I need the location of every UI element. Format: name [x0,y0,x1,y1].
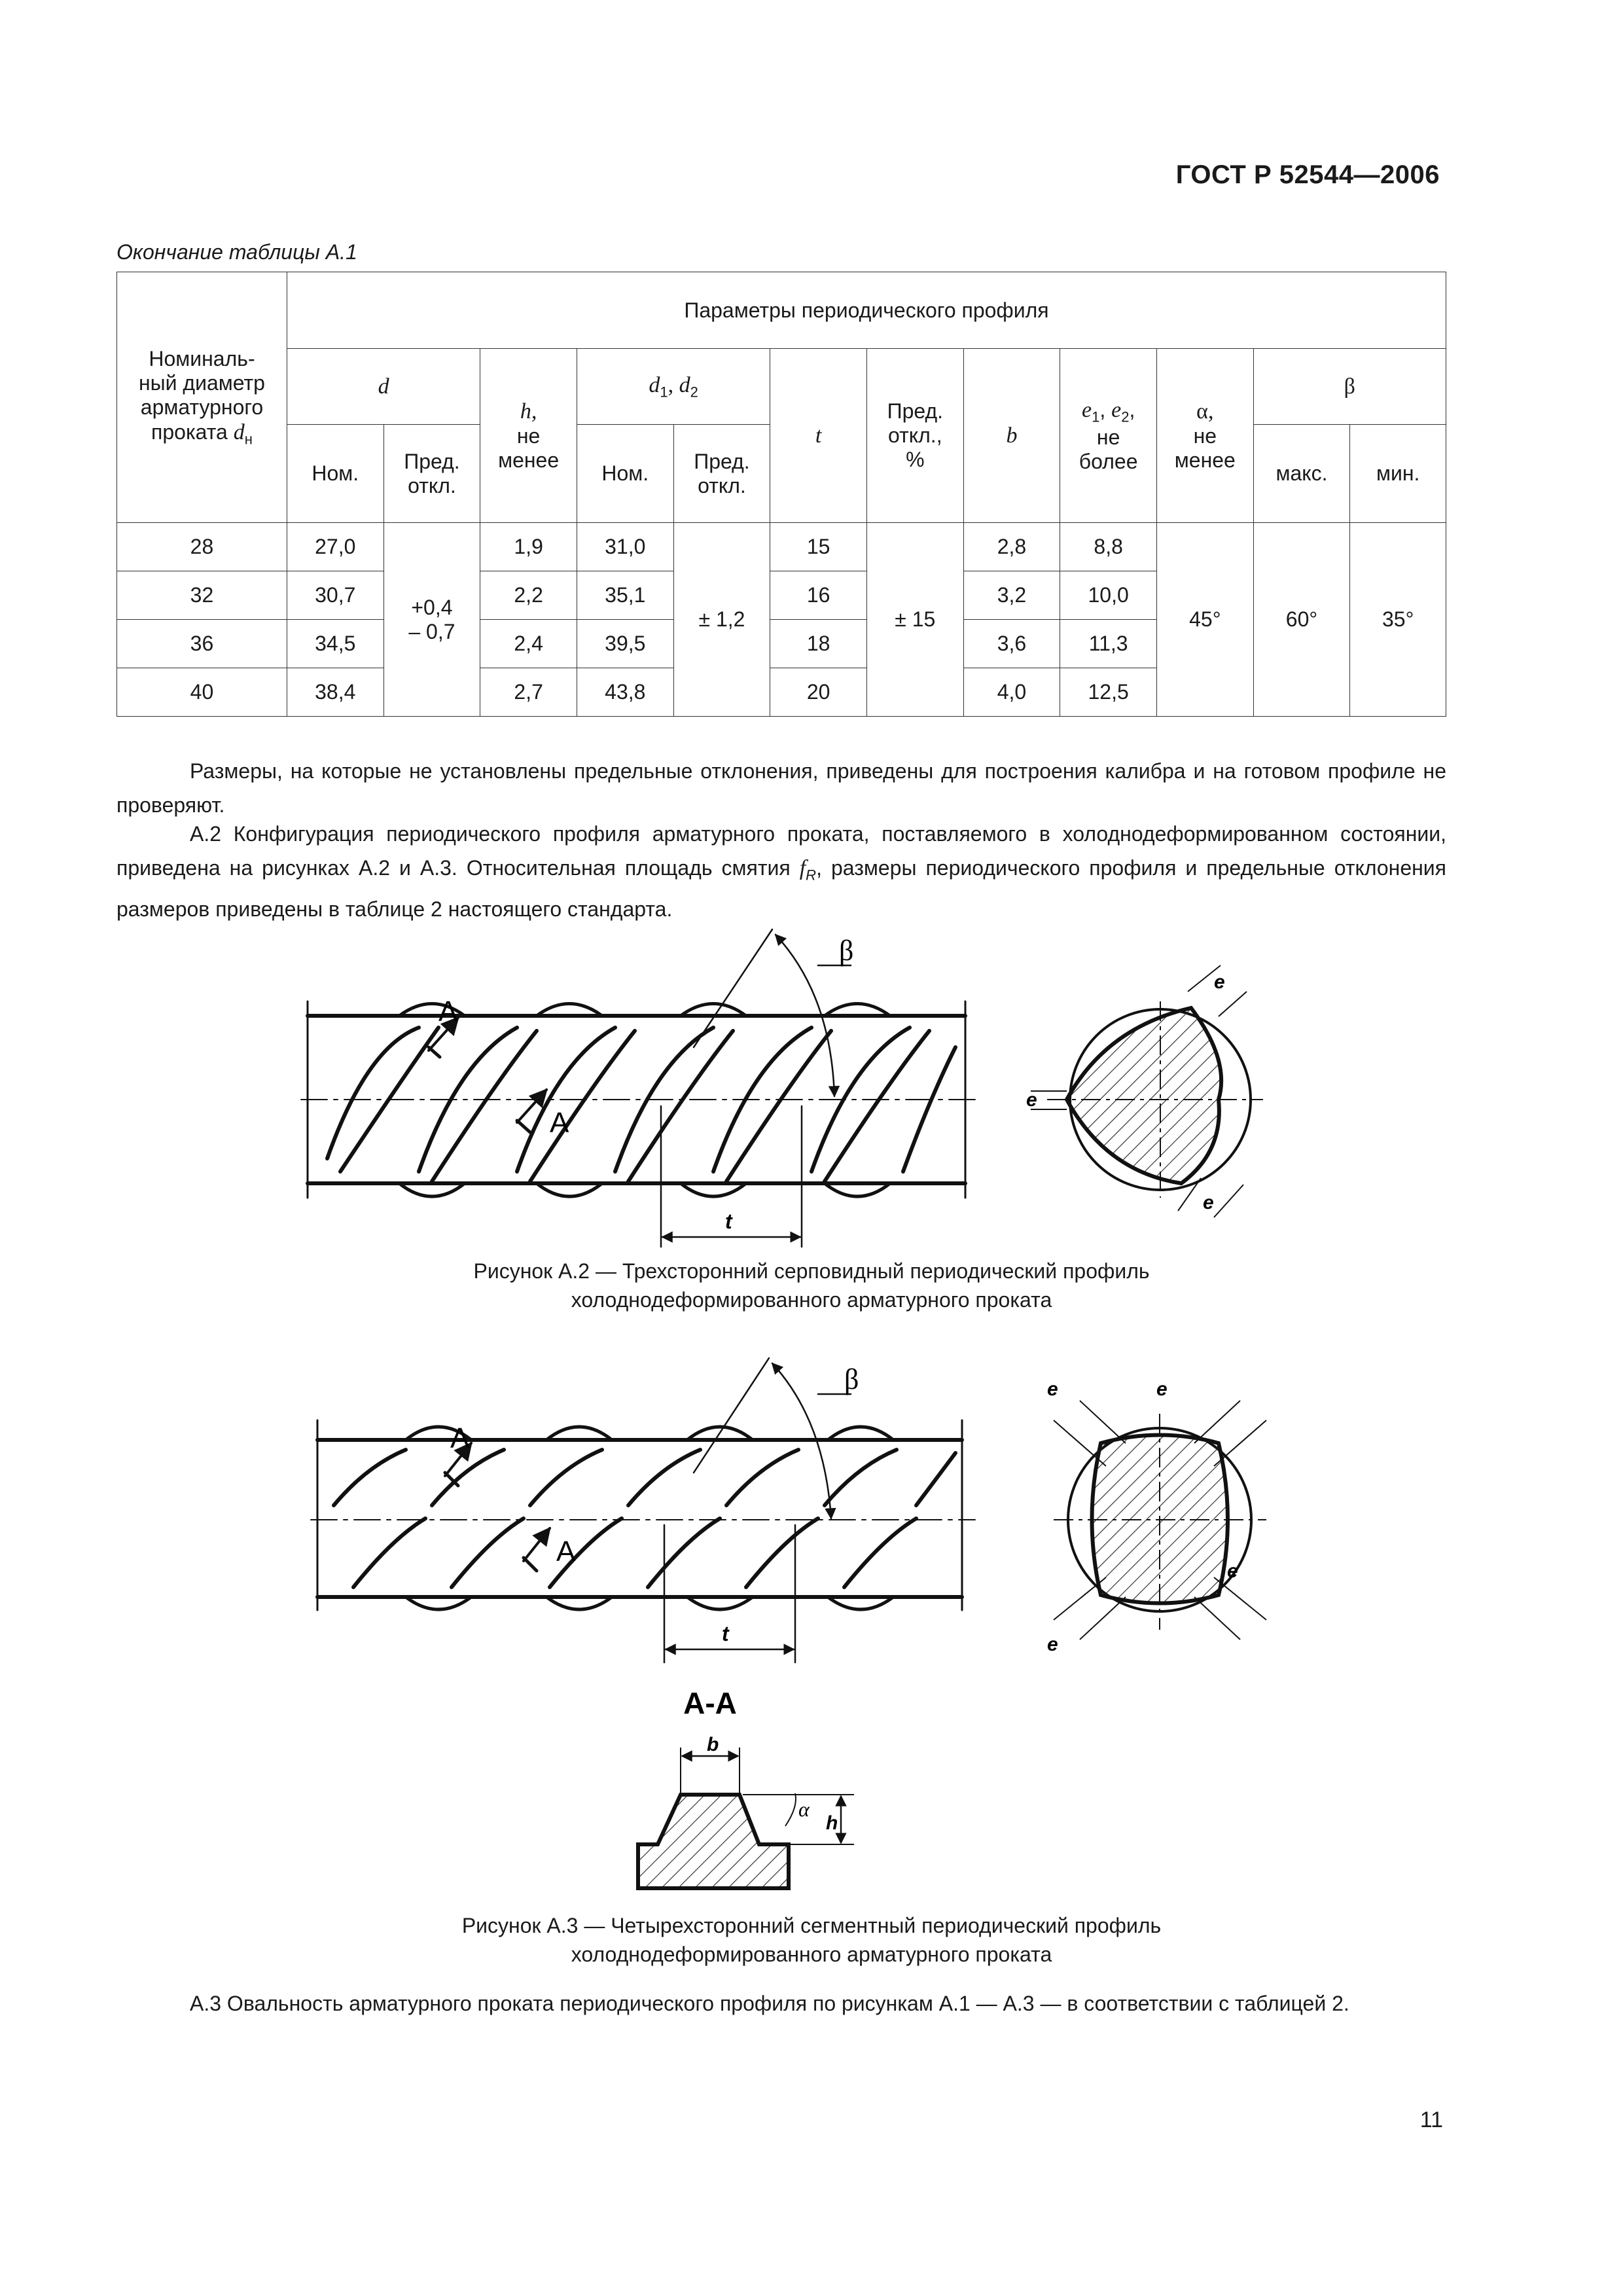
standard-number: ГОСТ Р 52544—2006 [1175,160,1440,189]
header-d: d [287,349,480,425]
section-aa-title: А-А [683,1686,737,1720]
fig3-section-a-label-1: A [450,1422,470,1454]
header-d1-nom: Ном. [577,425,673,523]
header-beta-max: макс. [1253,425,1350,523]
paragraph-a2: А.2 Конфигурация периодического профиля арматурного проката, поставляемого в холоднодеформированном состоянии, приведена на рисунках А.2 и А.3. Относительная площадь смятия $f_R$, размеры периодического профиля и предельные отклонения размеров приведены в таблице 2 настоящего стандарта. [116,822,1447,922]
beta-max-cell: 60° [1253,523,1350,717]
fig3-e-label-r: e [1227,1560,1238,1582]
section-aa-drawing [638,1748,854,1888]
table-caption: Окончание таблицы А.1 [116,240,357,264]
section-b-label: b [707,1734,719,1755]
d-tolerance-cell: +0,4 – 0,7 [383,523,480,717]
fig3-beta-label: β [844,1363,859,1395]
header-nominal-diameter: Номиналь- ный диаметр арматурного проката $d_н$ [117,272,287,523]
header-profile-params: Параметры периодического профиля [287,272,1446,349]
table-row: 28 27,0 +0,4 – 0,7 1,9 31,0 ± 1,2 15 ± 15 2,8 8,8 45° 60° 35° [117,523,1446,571]
fig3-section-a-label-2: A [556,1535,576,1568]
header-t-tolerance: Пред. откл., % [866,349,963,523]
fig2-e-label-bottom: e [1203,1192,1214,1213]
fig2-e-label-top: e [1214,971,1225,993]
figure-a2-caption: Рисунок А.2 — Трехсторонний серповидный периодический профиль холоднодеформированного арматурного проката [473,1259,1150,1312]
figure-a3-caption: Рисунок А.3 — Четырехсторонний сегментный периодический профиль холоднодеформированного арматурного проката [461,1914,1162,1966]
fig3-e-label-tl: e [1047,1378,1058,1400]
section-alpha-label: α [798,1797,810,1821]
fig2-e-label-left: e [1026,1089,1037,1111]
table-row: 36 34,5 2,4 39,5 18 3,6 11,3 [117,620,1446,668]
fig2-section-a-label-2: A [550,1107,569,1139]
fig3-rebar-side-view [311,1358,975,1662]
header-d1-d2: $d_1$, $d_2$ [577,349,770,425]
paragraph-a3: А.3 Овальность арматурного проката периодического профиля по рисункам А.1 — А.3 — в соответствии с таблицей 2. [190,1992,1349,2015]
header-beta-min: мин. [1350,425,1446,523]
header-h: h, не менее [480,349,577,523]
fig3-cross-section [1054,1401,1266,1640]
fig2-beta-label: β [839,935,854,967]
header-t: t [770,349,867,523]
header-d1-tol: Пред. откл. [673,425,770,523]
fig2-cross-section [1031,965,1263,1217]
page-number: 11 [1419,2108,1443,2132]
t-tolerance-cell: ± 15 [866,523,963,717]
header-e: $e_1$, $e_2$, не более [1060,349,1157,523]
table-row: 32 30,7 2,2 35,1 16 3,2 10,0 [117,571,1446,620]
fig3-e-label-bl: e [1047,1634,1058,1655]
fig3-e-label-tr: e [1156,1378,1168,1400]
alpha-cell: 45° [1156,523,1253,717]
paragraph-dimensions-note: Размеры, на которые не установлены предельные отклонения, приведены для построения калибра и на готовом профиле не проверяют. [116,759,1446,817]
header-b: b [963,349,1060,523]
header-d-nom: Ном. [287,425,383,523]
header-alpha: α, не менее [1156,349,1253,523]
table-row: 40 38,4 2,7 43,8 20 4,0 12,5 [117,668,1446,717]
fig3-t-label: t [722,1622,729,1645]
d1-tolerance-cell: ± 1,2 [673,523,770,717]
header-d-tol: Пред. откл. [383,425,480,523]
beta-min-cell: 35° [1350,523,1446,717]
fig2-rebar-side-view [301,929,975,1247]
header-beta: β [1253,349,1446,425]
fig2-t-label: t [725,1210,732,1233]
fig2-section-a-label-1: A [438,996,458,1028]
section-h-label: h [826,1812,838,1834]
